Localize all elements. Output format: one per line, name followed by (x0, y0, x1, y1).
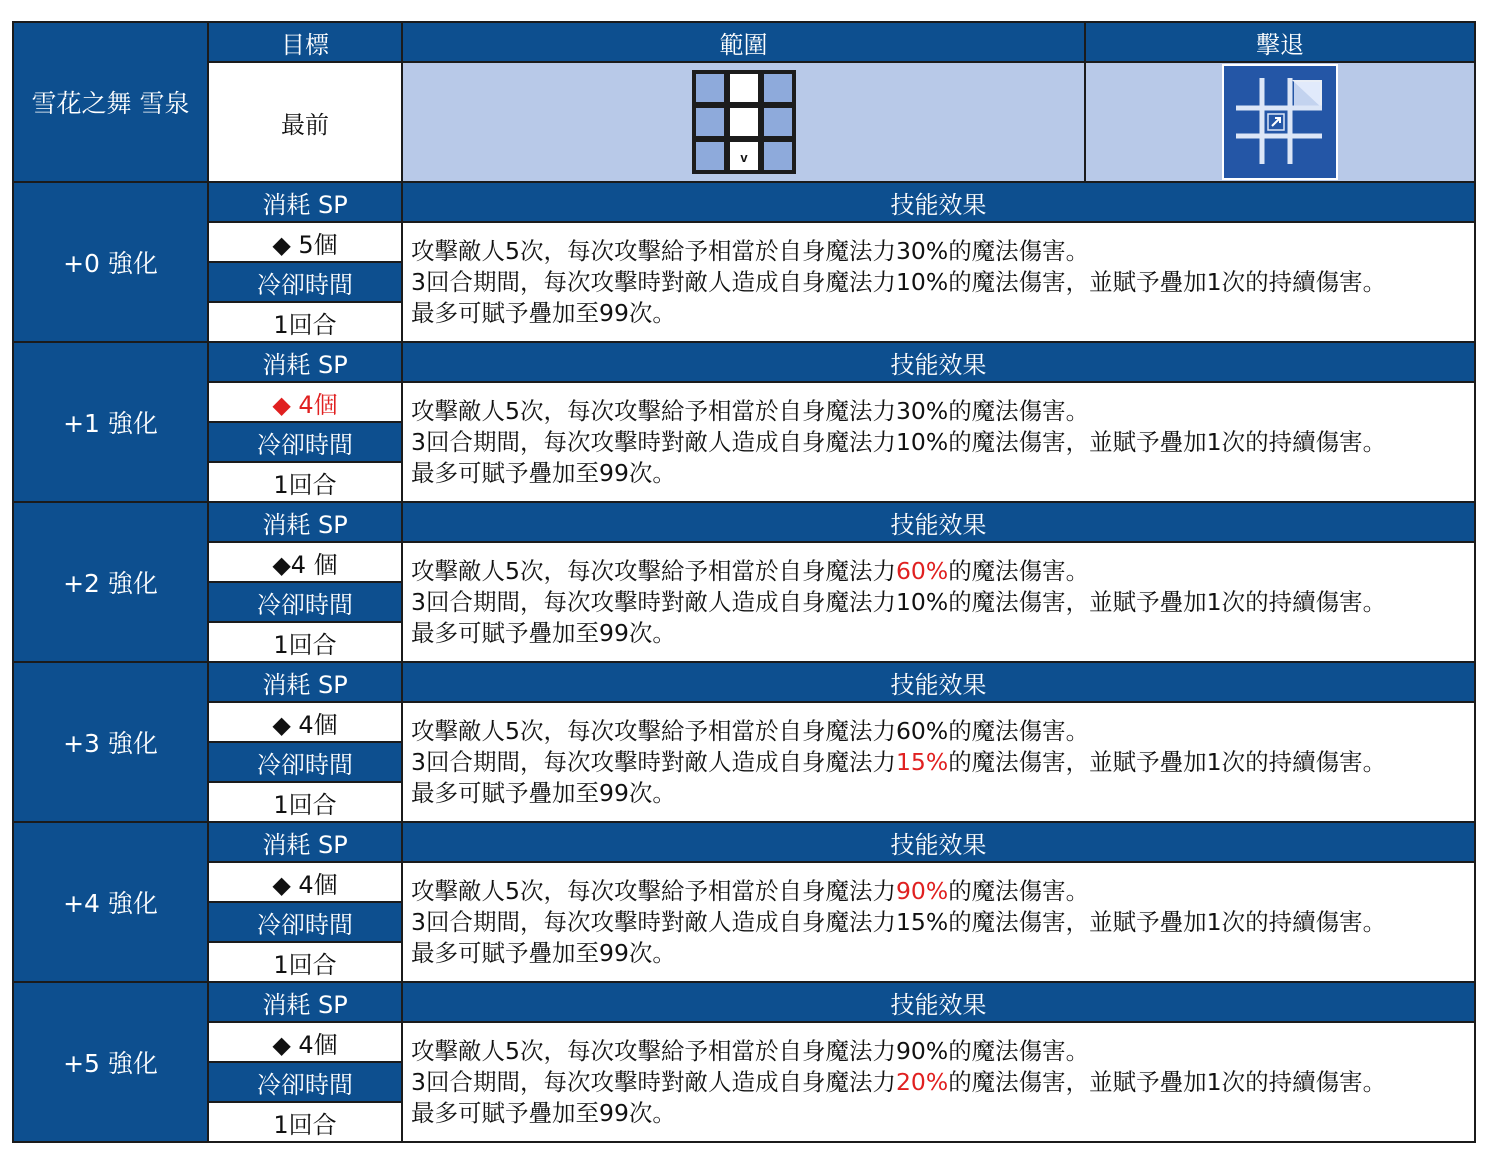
effect-header: 技能效果 (402, 342, 1475, 382)
effect-text (402, 862, 1475, 982)
effect-line-2-pre: 3回合期間，每次攻擊時對敵人造成自身魔法力 (411, 907, 896, 936)
target-value: 最前 (208, 62, 402, 182)
effect-line-3: 最多可賦予疊加至99次。 (411, 458, 676, 487)
level-label: +3 強化 (13, 662, 208, 822)
effect-line-2 (411, 587, 1474, 618)
effect-line-2-value: 10% (895, 427, 949, 456)
effect-line-2-post: 的魔法傷害，並賦予疊加1次的持續傷害。 (948, 747, 1387, 776)
effect-line-1 (411, 716, 1474, 747)
sp-cost-header: 消耗 SP (208, 502, 402, 542)
effect-header: 技能效果 (402, 662, 1475, 702)
effect-line-2 (411, 427, 1474, 458)
effect-text (402, 702, 1475, 822)
effect-line-1-value: 30% (895, 396, 949, 425)
effect-line-1-value: 60% (895, 716, 949, 745)
effect-line-2-value: 20% (895, 1067, 949, 1096)
effect-text (402, 542, 1475, 662)
range-grid-icon (692, 70, 796, 174)
effect-line-1-post: 的魔法傷害。 (948, 1036, 1090, 1065)
cooldown-value: 1回合 (208, 782, 402, 822)
effect-line-2 (411, 267, 1474, 298)
cooldown-header: 冷卻時間 (208, 1062, 402, 1102)
knockback-arrow-icon (1222, 64, 1338, 180)
effect-line-1-value: 90% (895, 1036, 949, 1065)
effect-line-1-value: 60% (895, 556, 949, 585)
sp-cost-header: 消耗 SP (208, 182, 402, 222)
effect-line-1-post: 的魔法傷害。 (948, 556, 1090, 585)
effect-line-2-pre: 3回合期間，每次攻擊時對敵人造成自身魔法力 (411, 1067, 896, 1096)
effect-line-2 (411, 1067, 1474, 1098)
level-label: +2 強化 (13, 502, 208, 662)
effect-line-1-pre: 攻擊敵人5次，每次攻擊給予相當於自身魔法力 (411, 556, 896, 585)
effect-line-1-post: 的魔法傷害。 (948, 876, 1090, 905)
effect-line-2-value: 10% (895, 587, 949, 616)
effect-line-1-value: 90% (895, 876, 949, 905)
level-label: +4 強化 (13, 822, 208, 982)
effect-line-1-pre: 攻擊敵人5次，每次攻擊給予相當於自身魔法力 (411, 236, 896, 265)
effect-line-2 (411, 747, 1474, 778)
target-header: 目標 (208, 22, 402, 62)
effect-header: 技能效果 (402, 182, 1475, 222)
cooldown-value: 1回合 (208, 462, 402, 502)
range-marker: v (739, 150, 748, 165)
sp-cost-value: ◆4 個 (208, 542, 402, 582)
sp-cost-header: 消耗 SP (208, 982, 402, 1022)
cooldown-header: 冷卻時間 (208, 582, 402, 622)
knockback-header: 擊退 (1085, 22, 1475, 62)
effect-line-1 (411, 396, 1474, 427)
effect-line-2 (411, 907, 1474, 938)
level-label: +5 強化 (13, 982, 208, 1142)
effect-line-2-value: 15% (895, 747, 949, 776)
effect-line-2-value: 15% (895, 907, 949, 936)
effect-line-1-pre: 攻擊敵人5次，每次攻擊給予相當於自身魔法力 (411, 396, 896, 425)
effect-header: 技能效果 (402, 982, 1475, 1022)
effect-line-3: 最多可賦予疊加至99次。 (411, 1098, 676, 1127)
level-label: +1 強化 (13, 342, 208, 502)
effect-line-1 (411, 1036, 1474, 1067)
effect-line-1-post: 的魔法傷害。 (948, 236, 1090, 265)
sp-cost-header: 消耗 SP (208, 822, 402, 862)
effect-text (402, 382, 1475, 502)
sp-cost-header: 消耗 SP (208, 662, 402, 702)
cooldown-value: 1回合 (208, 622, 402, 662)
range-header: 範圍 (402, 22, 1085, 62)
effect-line-3: 最多可賦予疊加至99次。 (411, 938, 676, 967)
cooldown-value: 1回合 (208, 1102, 402, 1142)
effect-line-2-post: 的魔法傷害，並賦予疊加1次的持續傷害。 (948, 267, 1387, 296)
cooldown-header: 冷卻時間 (208, 902, 402, 942)
effect-line-2-post: 的魔法傷害，並賦予疊加1次的持續傷害。 (948, 427, 1387, 456)
effect-line-2-value: 10% (895, 267, 949, 296)
effect-line-1 (411, 556, 1474, 587)
effect-line-1-value: 30% (895, 236, 949, 265)
effect-header: 技能效果 (402, 502, 1475, 542)
effect-line-1-pre: 攻擊敵人5次，每次攻擊給予相當於自身魔法力 (411, 716, 896, 745)
effect-text (402, 222, 1475, 342)
cooldown-value: 1回合 (208, 302, 402, 342)
effect-line-1-pre: 攻擊敵人5次，每次攻擊給予相當於自身魔法力 (411, 876, 896, 905)
effect-line-2-pre: 3回合期間，每次攻擊時對敵人造成自身魔法力 (411, 427, 896, 456)
cooldown-header: 冷卻時間 (208, 422, 402, 462)
skill-name: 雪花之舞 雪泉 (13, 22, 208, 182)
cooldown-header: 冷卻時間 (208, 262, 402, 302)
effect-line-2-pre: 3回合期間，每次攻擊時對敵人造成自身魔法力 (411, 747, 896, 776)
effect-line-1 (411, 876, 1474, 907)
effect-line-2-pre: 3回合期間，每次攻擊時對敵人造成自身魔法力 (411, 587, 896, 616)
effect-line-1-pre: 攻擊敵人5次，每次攻擊給予相當於自身魔法力 (411, 1036, 896, 1065)
sp-cost-value: ◆ 4個 (208, 1022, 402, 1062)
effect-line-1-post: 的魔法傷害。 (948, 396, 1090, 425)
range-cell (402, 62, 1085, 182)
knockback-cell (1085, 62, 1475, 182)
effect-line-2-pre: 3回合期間，每次攻擊時對敵人造成自身魔法力 (411, 267, 896, 296)
sp-cost-value: ◆ 4個 (208, 702, 402, 742)
level-label: +0 強化 (13, 182, 208, 342)
sp-cost-header: 消耗 SP (208, 342, 402, 382)
effect-line-2-post: 的魔法傷害，並賦予疊加1次的持續傷害。 (948, 907, 1387, 936)
sp-cost-value: ◆ 5個 (208, 222, 402, 262)
effect-line-2-post: 的魔法傷害，並賦予疊加1次的持續傷害。 (948, 587, 1387, 616)
effect-line-3: 最多可賦予疊加至99次。 (411, 778, 676, 807)
effect-line-3: 最多可賦予疊加至99次。 (411, 618, 676, 647)
sp-cost-value: ◆ 4個 (208, 382, 402, 422)
skill-table (12, 21, 1476, 1143)
effect-text (402, 1022, 1475, 1142)
effect-line-1 (411, 236, 1474, 267)
effect-line-1-post: 的魔法傷害。 (948, 716, 1090, 745)
effect-line-2-post: 的魔法傷害，並賦予疊加1次的持續傷害。 (948, 1067, 1387, 1096)
effect-header: 技能效果 (402, 822, 1475, 862)
sp-cost-value: ◆ 4個 (208, 862, 402, 902)
cooldown-value: 1回合 (208, 942, 402, 982)
cooldown-header: 冷卻時間 (208, 742, 402, 782)
effect-line-3: 最多可賦予疊加至99次。 (411, 298, 676, 327)
